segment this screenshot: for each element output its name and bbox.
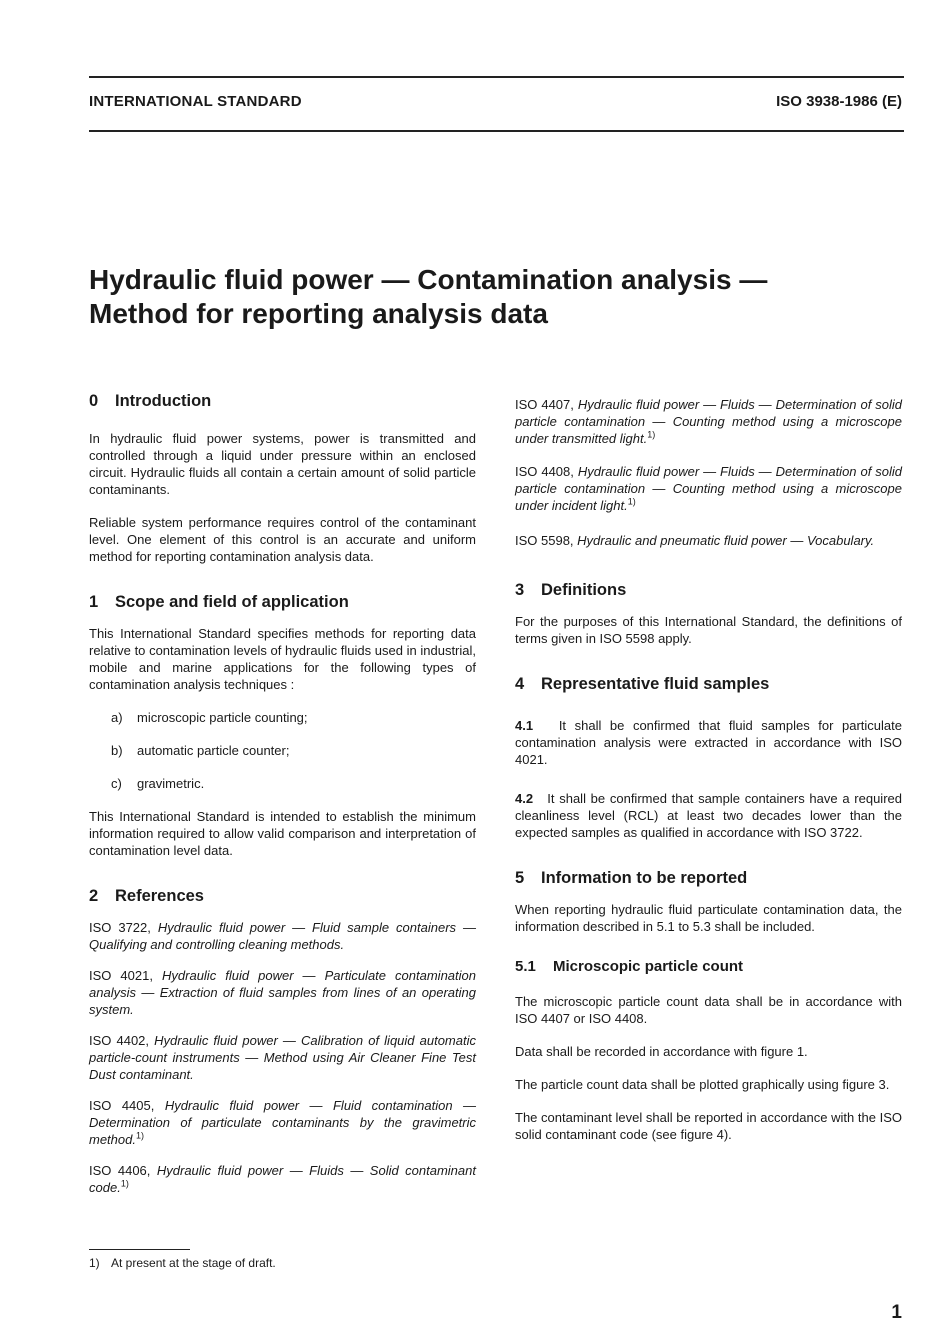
reference-item: ISO 4402, Hydraulic fluid power — Calibration of liquid automatic particle-count instruments — Method using Air Cleaner Fine Test Dust contaminant. (89, 1033, 476, 1082)
document-title (89, 263, 889, 331)
intro-paragraph-2: Reliable system performance requires control of the contaminant level. One element of this control is an accurate and uniform method for reporting contamination analysis data. (89, 515, 476, 564)
intro-paragraph-1: In hydraulic fluid power systems, power is transmitted and controlled through a liquid under pressure within an enclosed circuit. Hydraulic fluids all contain a certain amount of solid particle contaminants. (89, 431, 476, 497)
reported-paragraph-3: Data shall be recorded in accordance with figure 1. (515, 1044, 808, 1059)
section-heading-reported: 5 Information to be reported (515, 869, 748, 887)
reference-item: ISO 4406, Hydraulic fluid power — Fluids — Solid contaminant code.$^{1)}$ (89, 1163, 476, 1195)
clause-4-1: 4.1 It shall be confirmed that fluid samples for particulate contamination analysis were extracted in accordance with ISO 4021. (515, 718, 902, 767)
reported-paragraph-4: The particle count data shall be plotted graphically using figure 3. (515, 1077, 890, 1092)
reference-item: ISO 4405, Hydraulic fluid power — Fluid contamination — Determination of particulate contaminants by the gravimetric method.$^{1)}$ (89, 1098, 476, 1147)
header-bottom-rule (89, 130, 904, 132)
section-heading-references: 2 References (89, 887, 204, 905)
header-top-rule (89, 76, 904, 78)
list-item: b) automatic particle counter; (111, 743, 290, 758)
reference-item: ISO 4021, Hydraulic fluid power — Particulate contamination analysis — Extraction of fluid samples from lines of an operating system. (89, 968, 476, 1017)
footnote-marker: 1) (120, 1178, 129, 1189)
scope-paragraph-2: This International Standard is intended to establish the minimum information required to allow valid comparison and interpretation of contamination level data. (89, 809, 476, 858)
list-item: a) microscopic particle counting; (111, 710, 308, 725)
scope-paragraph-1: This International Standard specifies methods for reporting data relative to contamination levels of hydraulic fluids used in industrial, mobile and marine applications for the following types of contamination analysis techniques : (89, 626, 476, 692)
title-line-1: Hydraulic fluid power — Contamination analysis — (89, 264, 768, 295)
definitions-paragraph: For the purposes of this International Standard, the definitions of terms given in ISO 5598 apply. (515, 614, 902, 646)
subsection-heading-5-1: 5.1 Microscopic particle count (515, 958, 744, 975)
footnote-marker: 1) (647, 429, 656, 440)
section-heading-scope: 1 Scope and field of application (89, 593, 349, 611)
reported-paragraph-1: When reporting hydraulic fluid particulate contamination data, the information described in 5.1 to 5.3 shall be included. (515, 902, 902, 934)
page-number: 1 (891, 1302, 902, 1323)
reported-paragraph-2: The microscopic particle count data shall be in accordance with ISO 4407 or ISO 4408. (515, 994, 902, 1026)
section-heading-samples: 4 Representative fluid samples (515, 675, 770, 693)
list-item: c) gravimetric. (111, 776, 205, 791)
document-type-label: INTERNATIONAL STANDARD (89, 93, 302, 110)
title-line-2: Method for reporting analysis data (89, 298, 548, 329)
section-heading-definitions: 3 Definitions (515, 581, 627, 599)
left-column (89, 390, 476, 1196)
section-heading-introduction: 0 Introduction (89, 392, 212, 410)
standard-number: ISO 3938-1986 (E) (776, 93, 902, 110)
reference-item: ISO 5598, Hydraulic and pneumatic fluid power — Vocabulary. (515, 533, 875, 548)
reference-item: ISO 3722, Hydraulic fluid power — Fluid sample containers — Qualifying and controlling cleaning methods. (89, 920, 476, 952)
clause-4-2: 4.2 It shall be confirmed that sample containers have a required cleanliness level (RCL) at least two decades lower than the expected samples as qualified in accordance with ISO 3722. (515, 791, 902, 840)
footnote-marker: 1) (135, 1130, 144, 1141)
reported-paragraph-5: The contaminant level shall be reported in accordance with the ISO solid contaminant code (see figure 4). (515, 1110, 902, 1142)
footnote-marker: 1) (627, 496, 636, 507)
footnote: 1) At present at the stage of draft. (89, 1256, 276, 1270)
reference-item: ISO 4407, Hydraulic fluid power — Fluids — Determination of solid particle contamination — Counting method using a microscope under transmitted light.$^{1)}$ (515, 397, 902, 446)
footnote-rule (89, 1249, 190, 1250)
reference-item: ISO 4408, Hydraulic fluid power — Fluids — Determination of solid particle contamination — Counting method using a microscope under incident light.$^{1)}$ (515, 464, 902, 513)
right-column (515, 396, 902, 1143)
